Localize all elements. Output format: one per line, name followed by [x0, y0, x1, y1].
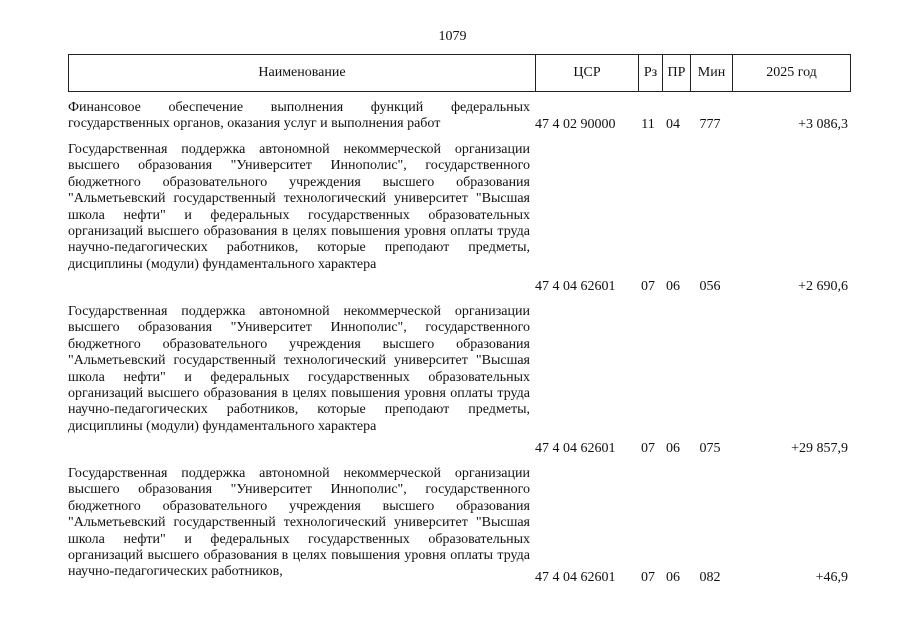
row-rz: 11	[641, 117, 655, 132]
row-min: 056	[699, 279, 721, 294]
table-header	[68, 54, 851, 92]
row-rz: 07	[641, 570, 655, 585]
table-row	[68, 304, 850, 454]
row-name: Государственная поддержка автономной некоммерческой организации высшего образования "Университет Иннополис", государственного бюджетного образовательного учреждения высшего образования "Альметьевский государственный технологический университет "Высшая школа нефти" и федеральных государственных образовательных организаций высшего образования в целях повышения уровня оплаты труда научно-педагогических работников, которые преподают предметы, дисциплины (модули) фундаментального характера	[68, 304, 530, 434]
header-rz: Рз	[639, 55, 663, 92]
row-rz: 07	[641, 279, 655, 294]
row-csr: 47 4 04 62601	[535, 570, 616, 585]
page-number: 1079	[438, 29, 467, 44]
row-name: Государственная поддержка автономной некоммерческой организации высшего образования "Университет Иннополис", государственного бюджетного образовательного учреждения высшего образования "Альметьевский государственный технологический университет "Высшая школа нефти" и федеральных государственных образовательных организаций высшего образования в целях повышения уровня оплаты труда научно-педагогических работников, которые преподают предметы, дисциплины (модули) фундаментального характера	[68, 142, 530, 272]
row-rz: 07	[641, 441, 655, 456]
header-pr: ПР	[663, 55, 691, 92]
row-csr: 47 4 04 62601	[535, 279, 616, 294]
row-min: 082	[699, 570, 721, 585]
row-name: Государственная поддержка автономной некоммерческой организации высшего образования "Университет Иннополис", государственного бюджетного образовательного учреждения высшего образования "Альметьевский государственный технологический университет "Высшая школа нефти" и федеральных государственных образовательных организаций высшего образования в целях повышения уровня оплаты труда научно-педагогических работников,	[68, 466, 530, 580]
table-row	[68, 100, 850, 134]
table-row	[68, 466, 850, 586]
row-min: 777	[699, 117, 721, 132]
header-year: 2025 год	[733, 55, 851, 92]
header-csr: ЦСР	[536, 55, 639, 92]
row-pr: 06	[666, 441, 680, 456]
row-pr: 04	[666, 117, 680, 132]
row-amount: +2 690,6	[798, 279, 848, 294]
row-csr: 47 4 02 90000	[535, 117, 616, 132]
row-pr: 06	[666, 279, 680, 294]
header-name: Наименование	[69, 55, 536, 92]
row-amount: +3 086,3	[798, 117, 848, 132]
row-amount: +29 857,9	[791, 441, 848, 456]
row-csr: 47 4 04 62601	[535, 441, 616, 456]
row-amount: +46,9	[815, 570, 848, 585]
row-min: 075	[699, 441, 721, 456]
table-row	[68, 142, 850, 292]
header-min: Мин	[691, 55, 733, 92]
row-name: Финансовое обеспечение выполнения функций федеральных государственных органов, оказания услуг и выполнения работ	[68, 100, 530, 132]
row-pr: 06	[666, 570, 680, 585]
